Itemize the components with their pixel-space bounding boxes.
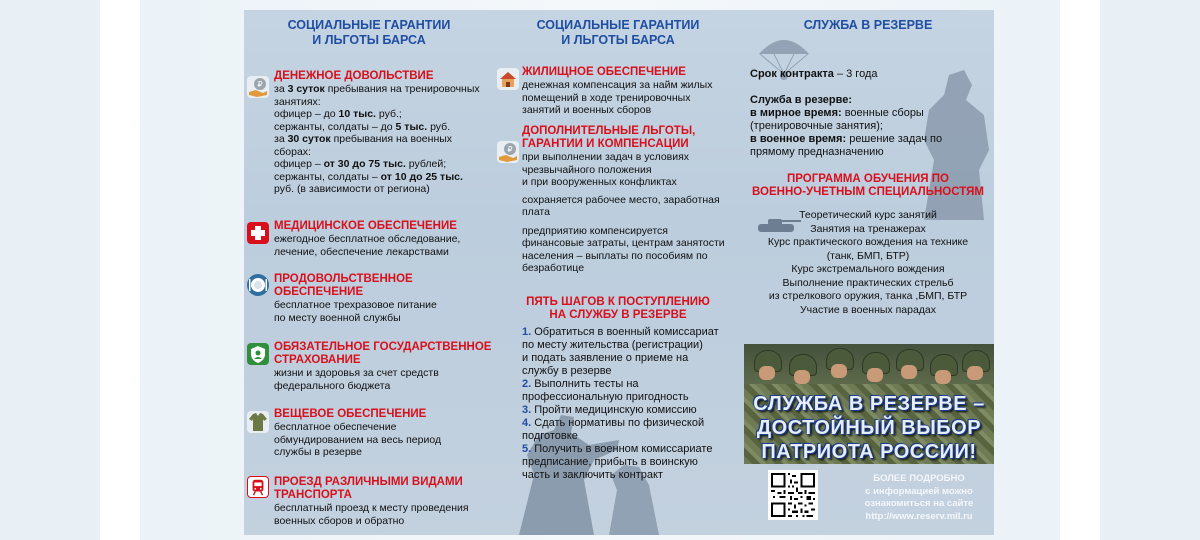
- money-icon: [497, 141, 519, 163]
- site-link[interactable]: http://www.reserv.mil.ru: [865, 510, 973, 522]
- extra-body-2: сохраняется рабочее место, заработная плата: [522, 193, 720, 218]
- insurance-title-2: СТРАХОВАНИЕ: [274, 354, 361, 366]
- food-body: бесплатное трехразовое питание по месту военной службы: [274, 299, 437, 324]
- program-item: Занятия на тренажерах: [810, 222, 926, 235]
- program-item: Курс практического вождения на технике: [767, 236, 969, 248]
- more-info: БОЛЕЕ ПОДРОБНО с информацией можно ознакомиться на сайте http://www.reserv.mil.ru: [844, 473, 994, 523]
- steps-list: 1. Обратиться в военный комиссариат по месту жительства (регистрации) и подать заявление о приеме на службу в резерве 2. Выполнить тесты на профессиональную пригодность 3. Пройти медицинскую комиссию 4. Сдать нормативы по физической подготовке 5. Получить в военном комиссариате предписание, прибыть в воинскую часть и заключить контракт: [522, 326, 742, 482]
- house-icon: [497, 68, 519, 90]
- slogan: СЛУЖБА В РЕЗЕРВЕ – ДОСТОЙНЫЙ ВЫБОР ПАТРИОТА РОССИИ!: [753, 393, 985, 463]
- program-title: ПРОГРАММА ОБУЧЕНИЯ ПО ВОЕННО-УЧЕТНЫМ СПЕЦИАЛЬНОСТЯМ: [752, 173, 984, 198]
- steps-title: ПЯТЬ ШАГОВ К ПОСТУПЛЕНИЮ НА СЛУЖБУ В РЕЗЕРВЕ: [526, 296, 710, 321]
- column-title: СЛУЖБА В РЕЗЕРВЕ: [803, 18, 933, 32]
- medical-cross-icon: [247, 222, 269, 244]
- step-5: 5. Получить в военном комиссариате: [522, 443, 713, 455]
- money-section: [274, 70, 494, 196]
- insurance-section: [274, 341, 494, 392]
- travel-section: [274, 476, 494, 527]
- uniform-icon: [247, 411, 269, 433]
- column-title: СОЦИАЛЬНЫЕ ГАРАНТИИ И ЛЬГОТЫ БАРСА: [287, 18, 451, 47]
- program-item: Теоретический курс занятий: [799, 209, 937, 221]
- extra-title-1: ДОПОЛНИТЕЛЬНЫЕ ЛЬГОТЫ,: [522, 125, 696, 137]
- insurance-shield-icon: [247, 343, 269, 365]
- qr-code-icon[interactable]: [768, 470, 818, 520]
- housing-section: [522, 66, 742, 117]
- money-title: ДЕНЕЖНОЕ ДОВОЛЬСТВИЕ: [274, 70, 434, 82]
- program-item: из стрелкового оружия, танка ,БМП, БТР: [768, 290, 968, 302]
- svg-text:₽: ₽: [507, 145, 513, 154]
- food-plate-icon: [247, 274, 269, 296]
- money-body: за 3 суток пребывания на тренировочных занятиях: офицер – до 10 тыс. руб.; сержанты, солдаты – до 5 тыс. руб. за 30 суток пребывания на военных сборах: офицер – от 30 до 75 тыс. рублей; сержанты, солдаты – от 10 до 25 тыс. руб. (в зависимости от региона): [274, 83, 480, 195]
- extra-body-1: при выполнении задач в условиях чрезвычайного положения и при вооруженных конфликтах: [522, 151, 690, 188]
- program-item: Выполнение практических стрельб: [782, 276, 954, 289]
- program-item: Участие в военных парадах: [799, 303, 937, 316]
- travel-body: бесплатный проезд к месту проведения военных сборов и обратно: [274, 502, 469, 527]
- clothing-title: ВЕЩЕВОЕ ОБЕСПЕЧЕНИЕ: [274, 408, 427, 420]
- food-section: [274, 273, 494, 324]
- extra-title-2: ГАРАНТИИ И КОМПЕНСАЦИИ: [522, 138, 689, 150]
- extra-benefits-section: [522, 125, 742, 275]
- money-icon: [247, 76, 269, 98]
- food-title-2: ОБЕСПЕЧЕНИЕ: [274, 286, 364, 298]
- step-2: 2. Выполнить тесты на: [522, 378, 639, 390]
- step-1: 1. Обратиться в военный комиссариат: [522, 326, 719, 338]
- program-list: [742, 209, 994, 317]
- insurance-title-1: ОБЯЗАТЕЛЬНОЕ ГОСУДАРСТВЕННОЕ: [274, 341, 492, 353]
- program-item: Курс экстремального вождения: [791, 263, 945, 275]
- column-social-guarantees-1: [244, 10, 494, 535]
- step-3: 3. Пройти медицинскую комиссию: [522, 404, 697, 416]
- travel-title-2: ТРАНСПОРТА: [274, 489, 352, 501]
- medical-section: [274, 220, 494, 258]
- clothing-section: [274, 408, 494, 459]
- frame-bar-right: [1060, 0, 1100, 540]
- program-item: (танк, БМП, БТР): [826, 249, 910, 262]
- extra-body-3: предприятию компенсируется финансовые затраты, центрам занятости населения – выплаты по пособиям по безработице: [522, 224, 725, 274]
- column-social-guarantees-2: [494, 10, 742, 535]
- insurance-body: жизни и здоровья за счет средств федерального бюджета: [274, 367, 439, 392]
- travel-title-1: ПРОЕЗД РАЗЛИЧНЫМИ ВИДАМИ: [274, 476, 463, 488]
- train-icon: [247, 476, 269, 498]
- food-title-1: ПРОДОВОЛЬСТВЕННОЕ: [274, 273, 413, 285]
- medical-title: МЕДИЦИНСКОЕ ОБЕСПЕЧЕНИЕ: [274, 220, 457, 232]
- svg-text:₽: ₽: [257, 80, 263, 89]
- medical-body: ежегодное бесплатное обследование, лечение, обеспечение лекарствами: [274, 233, 461, 258]
- housing-body: денежная компенсация за найм жилых помещений в ходе тренировочных занятий и военных сборов: [522, 79, 713, 116]
- step-4: 4. Сдать нормативы по физической: [522, 417, 705, 429]
- soldiers-photo: [744, 344, 994, 464]
- brochure: [244, 10, 994, 535]
- frame-bar-left: [100, 0, 140, 540]
- column-title: СОЦИАЛЬНЫЕ ГАРАНТИИ И ЛЬГОТЫ БАРСА: [536, 18, 700, 47]
- clothing-body: бесплатное обеспечение обмундированием на весь период службы в резерве: [274, 421, 442, 458]
- housing-title: ЖИЛИЩНОЕ ОБЕСПЕЧЕНИЕ: [522, 66, 686, 78]
- contract-info: Срок контракта – 3 года Служба в резерве: в мирное время: военные сборы (тренировочные занятия); в военное время: решение задач по прямому предназначению: [750, 68, 943, 158]
